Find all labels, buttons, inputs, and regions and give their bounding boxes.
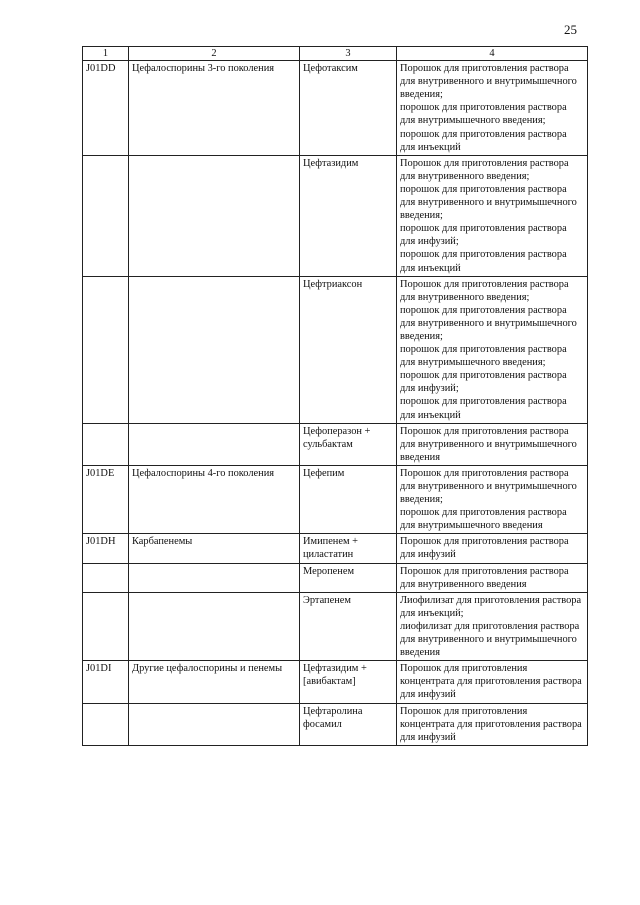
atc-code-cell: J01DH xyxy=(83,534,129,563)
table-row xyxy=(83,661,588,703)
dosage-form: Порошок для приготовления концентрата для приготовления раствора для инфузий xyxy=(400,663,582,701)
group-cell: Карбапенемы xyxy=(129,534,300,563)
dosage-form: Порошок для приготовления раствора для внутривенного и внутримышечного введения xyxy=(400,425,577,463)
dosage-form: порошок для приготовления раствора для инфузий; xyxy=(400,370,567,395)
dosage-forms-cell xyxy=(397,276,588,423)
table-row xyxy=(83,61,588,156)
table-row xyxy=(83,592,588,660)
dosage-form: порошок для приготовления раствора для внутримышечного введения; xyxy=(400,344,567,369)
dosage-forms-cell xyxy=(397,661,588,703)
header-cell: 1 xyxy=(83,47,129,61)
atc-code-cell xyxy=(83,592,129,660)
group-cell xyxy=(129,423,300,465)
header-cell: 3 xyxy=(300,47,397,61)
atc-code-cell xyxy=(83,703,129,745)
dosage-form: Порошок для приготовления раствора для внутривенного введения; xyxy=(400,157,569,182)
dosage-form: Лиофилизат для приготовления раствора для инъекций; xyxy=(400,594,582,619)
header-cell: 4 xyxy=(397,47,588,61)
group-cell xyxy=(129,155,300,276)
dosage-form: Порошок для приготовления концентрата для приготовления раствора для инфузий xyxy=(400,705,582,743)
atc-code-cell: J01DI xyxy=(83,661,129,703)
dosage-forms-cell xyxy=(397,465,588,533)
group-cell xyxy=(129,276,300,423)
table-row xyxy=(83,423,588,465)
header-cell: 2 xyxy=(129,47,300,61)
atc-code-cell xyxy=(83,276,129,423)
dosage-form: порошок для приготовления раствора для внутривенного и внутримышечного введения; xyxy=(400,304,577,342)
atc-code-cell: J01DE xyxy=(83,465,129,533)
dosage-form: порошок для приготовления раствора для инфузий; xyxy=(400,223,567,248)
dosage-forms-cell xyxy=(397,155,588,276)
dosage-forms-cell xyxy=(397,703,588,745)
group-cell: Цефалоспорины 3-го поколения xyxy=(129,61,300,156)
drug-name-cell: Цефтаролина фосамил xyxy=(300,703,397,745)
page-number: 25 xyxy=(564,22,577,37)
dosage-forms-cell xyxy=(397,563,588,592)
group-cell: Цефалоспорины 4-го поколения xyxy=(129,465,300,533)
drug-name-cell: Цефотаксим xyxy=(300,61,397,156)
table-row xyxy=(83,155,588,276)
table-row xyxy=(83,563,588,592)
dosage-form: порошок для приготовления раствора для инъекций xyxy=(400,396,567,421)
dosage-form: порошок для приготовления раствора для внутримышечного введения; xyxy=(400,102,567,127)
group-cell: Другие цефалоспорины и пенемы xyxy=(129,661,300,703)
group-cell xyxy=(129,592,300,660)
drug-name-cell: Эртапенем xyxy=(300,592,397,660)
atc-code-cell xyxy=(83,155,129,276)
dosage-form: Порошок для приготовления раствора для внутривенного введения xyxy=(400,565,569,590)
dosage-form: порошок для приготовления раствора для инъекций xyxy=(400,249,567,274)
atc-code-cell xyxy=(83,423,129,465)
atc-code-cell: J01DD xyxy=(83,61,129,156)
dosage-form: Порошок для приготовления раствора для внутривенного и внутримышечного введения; xyxy=(400,467,577,506)
group-cell xyxy=(129,563,300,592)
atc-code-cell xyxy=(83,563,129,592)
dosage-form: Порошок для приготовления раствора для внутривенного введения; xyxy=(400,278,569,303)
dosage-form: Порошок для приготовления раствора для внутривенного и внутримышечного введения; xyxy=(400,63,577,101)
dosage-forms-cell xyxy=(397,592,588,660)
table-row xyxy=(83,703,588,745)
table-row xyxy=(83,276,588,423)
group-cell xyxy=(129,703,300,745)
table-row xyxy=(83,465,588,533)
drug-name-cell: Цефтазидим xyxy=(300,155,397,276)
table-row xyxy=(83,534,588,563)
drug-name-cell: Меропенем xyxy=(300,563,397,592)
drug-name-cell: Цефтриаксон xyxy=(300,276,397,423)
table-body xyxy=(83,47,588,746)
header-row xyxy=(83,47,588,61)
dosage-form: Порошок для приготовления раствора для инфузий xyxy=(400,536,569,561)
dosage-forms-cell xyxy=(397,61,588,156)
dosage-forms-cell xyxy=(397,534,588,563)
dosage-form: порошок для приготовления раствора для внутривенного и внутримышечного введения; xyxy=(400,183,577,222)
drug-table xyxy=(82,46,588,746)
dosage-form: порошок для приготовления раствора для внутримышечного введения xyxy=(400,507,567,532)
dosage-forms-cell xyxy=(397,423,588,465)
drug-name-cell: Цефтазидим + [авибактам] xyxy=(300,661,397,703)
dosage-form: лиофилизат для приготовления раствора для внутривенного и внутримышечного введения xyxy=(400,620,580,659)
drug-name-cell: Цефепим xyxy=(300,465,397,533)
drug-name-cell: Имипенем + циластатин xyxy=(300,534,397,563)
drug-name-cell: Цефоперазон + сульбактам xyxy=(300,423,397,465)
dosage-form: порошок для приготовления раствора для инъекций xyxy=(400,128,567,153)
